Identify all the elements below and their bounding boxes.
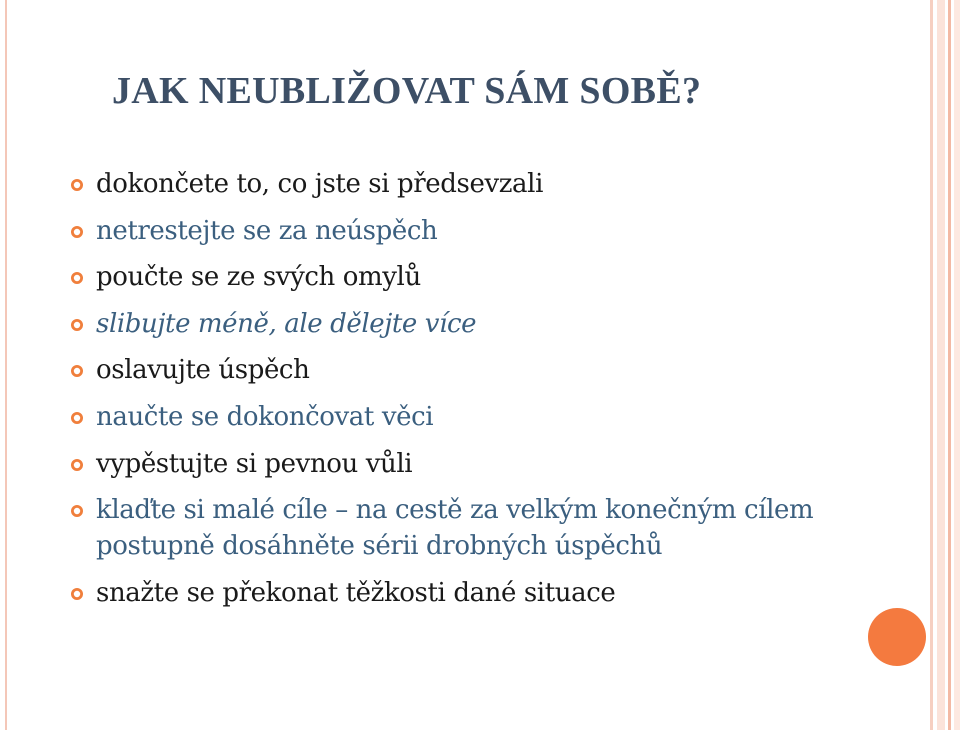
slide-title: JAK NEUBLIŽOVAT SÁM SOBĚ?	[112, 70, 702, 112]
orange-ring-bullet-icon	[70, 364, 84, 378]
bullet-item	[70, 575, 870, 611]
orange-ring-bullet-icon	[70, 411, 84, 425]
bullet-item	[70, 352, 870, 388]
bullet-text: dokončete to, co jste si předsevzali	[96, 169, 543, 199]
bullet-item	[70, 166, 870, 202]
right-stripe	[930, 0, 933, 730]
orange-circle-decoration	[868, 608, 926, 666]
bullet-item	[70, 446, 870, 482]
right-stripe	[937, 0, 945, 730]
bullet-list	[70, 166, 870, 621]
orange-ring-bullet-icon	[70, 458, 84, 472]
orange-ring-bullet-icon	[70, 225, 84, 239]
bullet-text: klaďte si malé cíle – na cestě za velkým konečným cílem postupně dosáhněte sérii drobných úspěchů	[96, 495, 814, 562]
orange-ring-bullet-icon	[70, 178, 84, 192]
bullet-text: netrestejte se za neúspěch	[96, 215, 438, 246]
bullet-text: naučte se dokončovat věci	[96, 401, 434, 432]
orange-ring-bullet-icon	[70, 271, 84, 285]
bullet-item	[70, 492, 886, 564]
bullet-item	[70, 213, 870, 249]
orange-ring-bullet-icon	[70, 504, 84, 518]
bullet-text: oslavujte úspěch	[96, 355, 310, 386]
left-accent-line	[5, 0, 7, 730]
right-stripe	[954, 0, 960, 730]
bullet-item	[70, 399, 870, 435]
bullet-text: poučte se ze svých omylů	[96, 262, 421, 293]
bullet-text: slibujte méně, ale dělejte více	[96, 308, 477, 339]
orange-ring-bullet-icon	[70, 318, 84, 332]
bullet-item	[70, 259, 870, 295]
bullet-item	[70, 306, 870, 342]
orange-ring-bullet-icon	[70, 587, 84, 601]
bullet-text: vypěstujte si pevnou vůli	[96, 448, 413, 479]
bullet-text: snažte se překonat těžkosti dané situace	[96, 577, 616, 608]
right-stripe	[948, 0, 951, 730]
